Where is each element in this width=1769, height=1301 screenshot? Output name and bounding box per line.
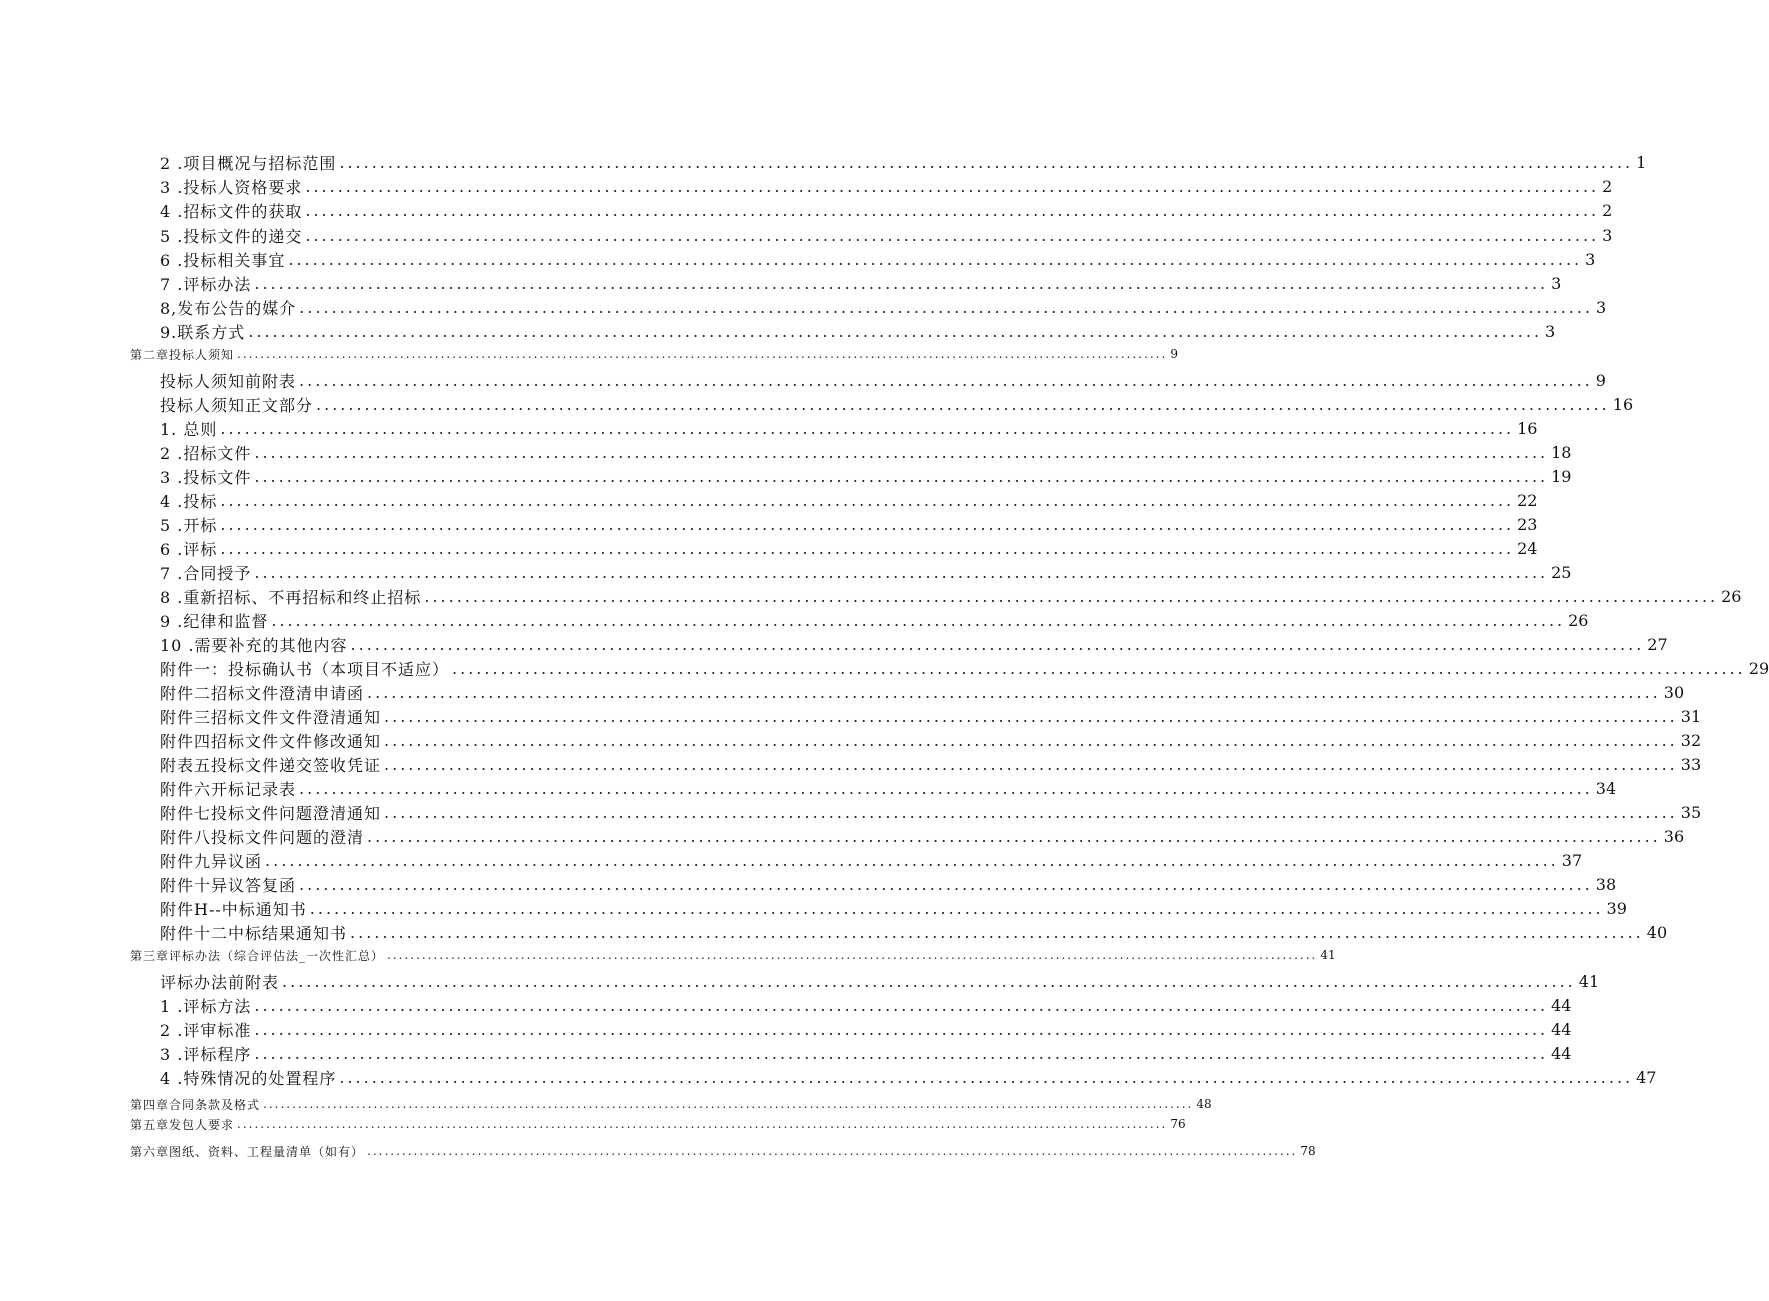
toc-entry-label: 7 .评标办法 xyxy=(160,274,252,294)
toc-leader-dots: ................................................................................................................................................................ xyxy=(367,682,1661,702)
toc-entry-label: 附件八投标文件问题的澄清 xyxy=(160,827,365,847)
toc-entry[interactable] xyxy=(160,272,1562,294)
toc-leader-dots: ................................................................................................................................................................ xyxy=(299,778,1593,798)
toc-entry[interactable] xyxy=(160,151,1647,173)
toc-entry-label: 6 .投标相关事宜 xyxy=(160,250,286,270)
toc-page-number: 41 xyxy=(1320,948,1336,962)
toc-entry[interactable] xyxy=(160,1018,1572,1040)
toc-leader-dots: ................................................................................................................................................................ xyxy=(339,152,1634,172)
toc-entry-label: 附件二招标文件澄清申请函 xyxy=(160,683,365,703)
toc-entry-label: 7 .合同授予 xyxy=(160,563,252,583)
toc-entry-label: 2 .项目概况与招标范围 xyxy=(160,153,337,173)
toc-entry[interactable] xyxy=(160,777,1617,799)
toc-leader-dots: ................................................................................................................................................................ xyxy=(282,971,1576,991)
toc-page-number: 3 xyxy=(1596,297,1607,317)
toc-entry[interactable] xyxy=(160,441,1572,463)
toc-entry-label: 附件六开标记录表 xyxy=(160,779,297,799)
toc-leader-dots: ................................................................................................................................................................ xyxy=(220,538,1515,558)
toc-entry-label: 3 .评标程序 xyxy=(160,1044,252,1064)
toc-entry[interactable] xyxy=(160,417,1538,439)
toc-entry-label: 第二章投标人须知 xyxy=(130,347,235,362)
toc-entry-label: 8 .重新招标、不再招标和终止招标 xyxy=(160,587,422,607)
toc-entry[interactable] xyxy=(160,897,1627,919)
toc-leader-dots: ................................................................................................................................................................ xyxy=(220,490,1515,510)
toc-entry-label: 4 .特殊情况的处置程序 xyxy=(160,1068,337,1088)
toc-page-number: 25 xyxy=(1551,562,1572,582)
toc-leader-dots: ................................................................................................................................................................ xyxy=(305,176,1600,196)
toc-leader-dots: ................................................................................................................................................................ xyxy=(384,802,1678,822)
toc-leader-dots: ................................................................................................................................................................ xyxy=(299,370,1593,390)
toc-leader-dots: ................................................................................................................................................................ xyxy=(339,1067,1634,1087)
toc-page-number: 29 xyxy=(1748,658,1769,678)
toc-entry-label: 投标人须知正文部分 xyxy=(160,395,314,415)
toc-entry[interactable] xyxy=(160,753,1702,775)
toc-page-number: 76 xyxy=(1170,1117,1186,1131)
toc-entry-label: 1. 总则 xyxy=(160,419,218,439)
toc-page-number: 47 xyxy=(1636,1067,1657,1087)
toc-leader-dots: ................................................................................................................................................................ xyxy=(384,730,1678,750)
toc-entry-label: 附表五投标文件递交签收凭证 xyxy=(160,755,382,775)
toc-leader-dots: ................................................................................................................................................................ xyxy=(220,514,1515,534)
toc-page-number: 9 xyxy=(1170,347,1178,361)
toc-leader-dots: ................................................................................................................................................................ xyxy=(384,706,1678,726)
toc-page-number: 2 xyxy=(1602,176,1613,196)
toc-page-number: 23 xyxy=(1517,514,1538,534)
toc-leader-dots: ................................................................................................................................................................ xyxy=(254,273,1549,293)
toc-page-number: 3 xyxy=(1585,249,1596,269)
toc-page-number: 32 xyxy=(1680,730,1702,750)
toc-entry[interactable] xyxy=(160,369,1606,391)
toc-page-number: 41 xyxy=(1578,971,1600,991)
toc-entry-label: 评标办法前附表 xyxy=(160,972,280,992)
toc-entry-label: 附件一：投标确认书（本项目不适应） xyxy=(160,659,450,679)
toc-entry[interactable] xyxy=(160,393,1634,415)
toc-entry[interactable] xyxy=(160,801,1702,823)
toc-page-number: 36 xyxy=(1663,826,1685,846)
toc-leader-dots: ................................................................................................................................................................ xyxy=(254,466,1549,486)
toc-leader-dots: ................................................................................................................................................................ xyxy=(265,850,1559,870)
toc-page-number: 44 xyxy=(1551,995,1572,1015)
toc-page-number: 2 xyxy=(1602,200,1613,220)
toc-leader-dots: ................................................................................................................................................................ xyxy=(263,1097,1194,1111)
toc-entry[interactable] xyxy=(160,296,1607,318)
toc-page-number: 31 xyxy=(1680,706,1702,726)
toc-entry-label: 附件九异议函 xyxy=(160,851,263,871)
toc-page-number: 22 xyxy=(1517,490,1538,510)
toc-page-number: 16 xyxy=(1517,418,1538,438)
toc-entry-label: 5 .投标文件的递交 xyxy=(160,226,303,246)
toc-entry-label: 附件十异议答复函 xyxy=(160,875,297,895)
toc-entry[interactable] xyxy=(160,994,1572,1016)
toc-page-number: 34 xyxy=(1595,778,1617,798)
toc-leader-dots: ................................................................................................................................................................ xyxy=(248,321,1543,341)
toc-page-number: 44 xyxy=(1551,1043,1572,1063)
toc-page-number: 35 xyxy=(1680,802,1702,822)
toc-page-number: 3 xyxy=(1551,273,1562,293)
toc-entry[interactable] xyxy=(160,537,1538,559)
toc-entry[interactable] xyxy=(160,921,1668,943)
toc-entry[interactable] xyxy=(160,489,1538,511)
toc-entry[interactable] xyxy=(160,320,1556,342)
toc-entry-label: 附件三招标文件文件澄清通知 xyxy=(160,707,382,727)
toc-leader-dots: ................................................................................................................................................................ xyxy=(299,297,1594,317)
toc-leader-dots: ................................................................................................................................................................ xyxy=(254,1019,1549,1039)
toc-leader-dots: ................................................................................................................................................................ xyxy=(367,826,1661,846)
toc-entry-label: 第六章图纸、资料、工程量清单（如有） xyxy=(130,1144,365,1159)
toc-leader-dots: ................................................................................................................................................................ xyxy=(271,610,1566,630)
toc-leader-dots: ................................................................................................................................................................ xyxy=(367,1144,1298,1158)
toc-entry-label: 6 .评标 xyxy=(160,539,218,559)
toc-chapter-entry[interactable] xyxy=(130,1113,1186,1135)
toc-page-number: 38 xyxy=(1595,874,1617,894)
toc-entry-label: 2 .招标文件 xyxy=(160,443,252,463)
toc-entry[interactable] xyxy=(160,465,1572,487)
toc-page-number: 26 xyxy=(1721,586,1742,606)
toc-entry[interactable] xyxy=(160,873,1617,895)
toc-page-number: 24 xyxy=(1517,538,1538,558)
toc-entry-label: 第五章发包人要求 xyxy=(130,1117,235,1132)
toc-leader-dots: ................................................................................................................................................................ xyxy=(220,418,1515,438)
toc-leader-dots: ................................................................................................................................................................ xyxy=(424,586,1719,606)
toc-entry-label: 9.联系方式 xyxy=(160,322,246,342)
toc-page-number: 26 xyxy=(1568,610,1589,630)
toc-entry-label: 附件十二中标结果通知书 xyxy=(160,923,348,943)
toc-leader-dots: ................................................................................................................................................................ xyxy=(305,225,1600,245)
toc-entry[interactable] xyxy=(160,561,1572,583)
toc-leader-dots: ................................................................................................................................................................ xyxy=(254,442,1549,462)
toc-entry-label: 投标人须知前附表 xyxy=(160,371,297,391)
toc-entry-label: 2 .评审标准 xyxy=(160,1020,252,1040)
toc-page-number: 40 xyxy=(1646,922,1668,942)
toc-entry-label: 9 .纪律和监督 xyxy=(160,611,269,631)
toc-leader-dots: ................................................................................................................................................................ xyxy=(254,1043,1549,1063)
toc-entry[interactable] xyxy=(160,224,1613,246)
toc-entry-label: 5 .开标 xyxy=(160,515,218,535)
toc-entry[interactable] xyxy=(160,199,1613,221)
toc-page-number: 30 xyxy=(1663,682,1685,702)
toc-entry-label: 1 .评标方法 xyxy=(160,996,252,1016)
toc-page-number: 48 xyxy=(1196,1097,1212,1111)
toc-entry[interactable] xyxy=(160,609,1589,631)
toc-page-number: 18 xyxy=(1551,442,1572,462)
toc-entry[interactable] xyxy=(160,585,1742,607)
toc-leader-dots: ................................................................................................................................................................ xyxy=(350,922,1644,942)
toc-entry-label: 4 .招标文件的获取 xyxy=(160,201,303,221)
toc-chapter-entry[interactable] xyxy=(130,1140,1316,1162)
toc-entry-label: 附件H--中标通知书 xyxy=(160,899,307,919)
toc-page-number: 78 xyxy=(1300,1144,1316,1158)
toc-leader-dots: ................................................................................................................................................................ xyxy=(384,754,1678,774)
toc-page-number: 3 xyxy=(1545,321,1556,341)
toc-leader-dots: ................................................................................................................................................................ xyxy=(350,634,1645,654)
toc-entry-label: 附件七投标文件问题澄清通知 xyxy=(160,803,382,823)
toc-leader-dots: ................................................................................................................................................................ xyxy=(254,562,1549,582)
toc-page-number: 37 xyxy=(1561,850,1583,870)
toc-page-number: 9 xyxy=(1595,370,1606,390)
toc-leader-dots: ................................................................................................................................................................ xyxy=(305,200,1600,220)
toc-entry-label: 10 .需要补充的其他内容 xyxy=(160,635,348,655)
toc-leader-dots: ................................................................................................................................................................ xyxy=(288,249,1583,269)
toc-entry-label: 第四章合同条款及格式 xyxy=(130,1097,261,1112)
toc-entry[interactable] xyxy=(160,705,1702,727)
toc-entry-label: 3 .投标人资格要求 xyxy=(160,177,303,197)
toc-page-number: 3 xyxy=(1602,225,1613,245)
toc-page-number: 1 xyxy=(1636,152,1647,172)
toc-page-number: 16 xyxy=(1612,394,1634,414)
toc-chapter-entry[interactable] xyxy=(130,1093,1212,1115)
toc-leader-dots: ................................................................................................................................................................ xyxy=(309,898,1604,918)
toc-entry[interactable] xyxy=(160,970,1600,992)
toc-entry[interactable] xyxy=(160,633,1668,655)
toc-chapter-entry[interactable] xyxy=(130,944,1336,966)
toc-entry[interactable] xyxy=(160,248,1596,270)
toc-page-number: 19 xyxy=(1551,466,1572,486)
toc-page-number: 27 xyxy=(1647,634,1668,654)
toc-leader-dots: ................................................................................................................................................................ xyxy=(237,1117,1168,1131)
toc-leader-dots: ................................................................................................................................................................ xyxy=(254,995,1549,1015)
toc-entry-label: 第三章评标办法（综合评估法_一次性汇总） xyxy=(130,948,385,963)
toc-leader-dots: ................................................................................................................................................................ xyxy=(299,874,1593,894)
toc-entry[interactable] xyxy=(160,825,1685,847)
toc-entry-label: 4 .投标 xyxy=(160,491,218,511)
toc-leader-dots: ................................................................................................................................................................ xyxy=(387,948,1318,962)
toc-page-number: 39 xyxy=(1606,898,1627,918)
toc-entry[interactable] xyxy=(160,729,1702,751)
toc-entry[interactable] xyxy=(160,175,1613,197)
toc-page-number: 44 xyxy=(1551,1019,1572,1039)
toc-chapter-entry[interactable] xyxy=(130,343,1178,365)
toc-entry[interactable] xyxy=(160,849,1583,871)
toc-entry[interactable] xyxy=(160,1066,1657,1088)
toc-entry-label: 3 .投标文件 xyxy=(160,467,252,487)
toc-entry-label: 8,发布公告的媒介 xyxy=(160,298,297,318)
toc-entry-label: 附件四招标文件文件修改通知 xyxy=(160,731,382,751)
toc-page-number: 33 xyxy=(1680,754,1702,774)
toc-leader-dots: ................................................................................................................................................................ xyxy=(237,347,1168,361)
toc-entry[interactable] xyxy=(160,657,1769,679)
toc-entry[interactable] xyxy=(160,681,1685,703)
toc-leader-dots: ................................................................................................................................................................ xyxy=(316,394,1610,414)
toc-leader-dots: ................................................................................................................................................................ xyxy=(452,658,1746,678)
toc-entry[interactable] xyxy=(160,513,1538,535)
toc-entry[interactable] xyxy=(160,1042,1572,1064)
